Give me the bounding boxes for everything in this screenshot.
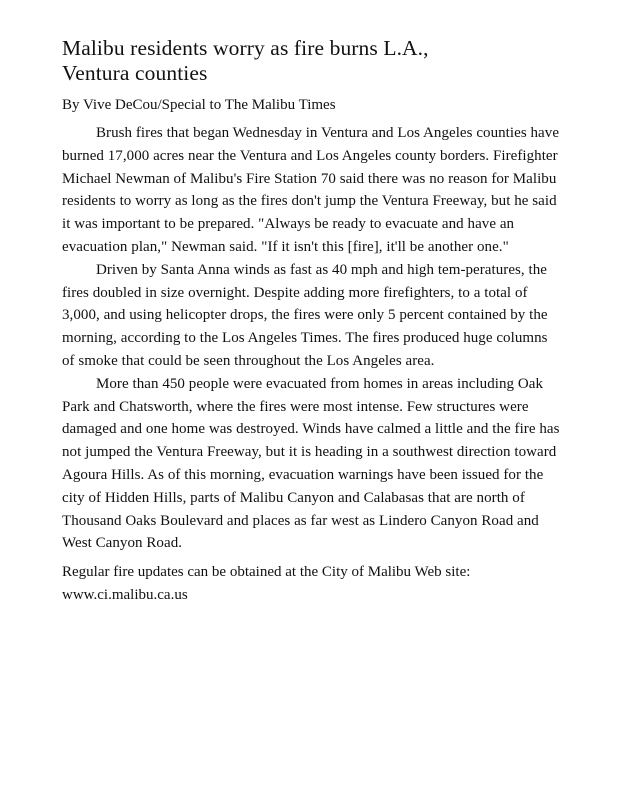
headline-line-1: Malibu residents worry as fire burns L.A., xyxy=(62,36,429,60)
paragraph-2: Driven by Santa Anna winds as fast as 40 mph and high tem-peratures, the fires doubled in size overnight. Despite adding more firefighters, to a total of 3,000, and using helicopter drops, the fires were only 5 percent contained by the morning, according to the Los Angeles Times. The fires produced huge columns of smoke that could be seen throughout the Los Angeles area. xyxy=(62,261,548,369)
paragraph-1: Brush fires that began Wednesday in Ventura and Los Angeles counties have burned 17,000 acres near the Ventura and Los Angeles county borders. Firefighter Michael Newman of Malibu's Fire Station 70 said there was no reason for Malibu residents to worry as long as the fires don't jump the Ventura Freeway, but he said it was important to be prepared. "Always be ready to evacuate and have an evacuation plan," Newman said. "If it isn't this [fire], it'll be another one." xyxy=(62,125,560,255)
headline xyxy=(62,36,562,86)
article xyxy=(62,36,562,607)
paragraph-3: More than 450 people were evacuated from homes in areas including Oak Park and Chatsworth, where the fires were most intense. Few structures were damaged and one home was destroyed. Winds have calmed a little and the fire has not jumped the Ventura Freeway, but it is heading in a southwest direction toward Agoura Hills. As of this morning, evacuation warnings have been issued for the city of Hidden Hills, parts of Malibu Canyon and Calabasas that are north of Thousand Oaks Boulevard and places as far west as Lindero Canyon Road and West Canyon Road. xyxy=(62,375,560,552)
headline-line-2: Ventura counties xyxy=(62,61,208,85)
byline: By Vive DeCou/Special to The Malibu Times xyxy=(62,97,336,113)
article-body xyxy=(62,122,562,555)
footer-note: Regular fire updates can be obtained at the City of Malibu Web site: www.ci.malibu.ca.us xyxy=(62,564,471,603)
